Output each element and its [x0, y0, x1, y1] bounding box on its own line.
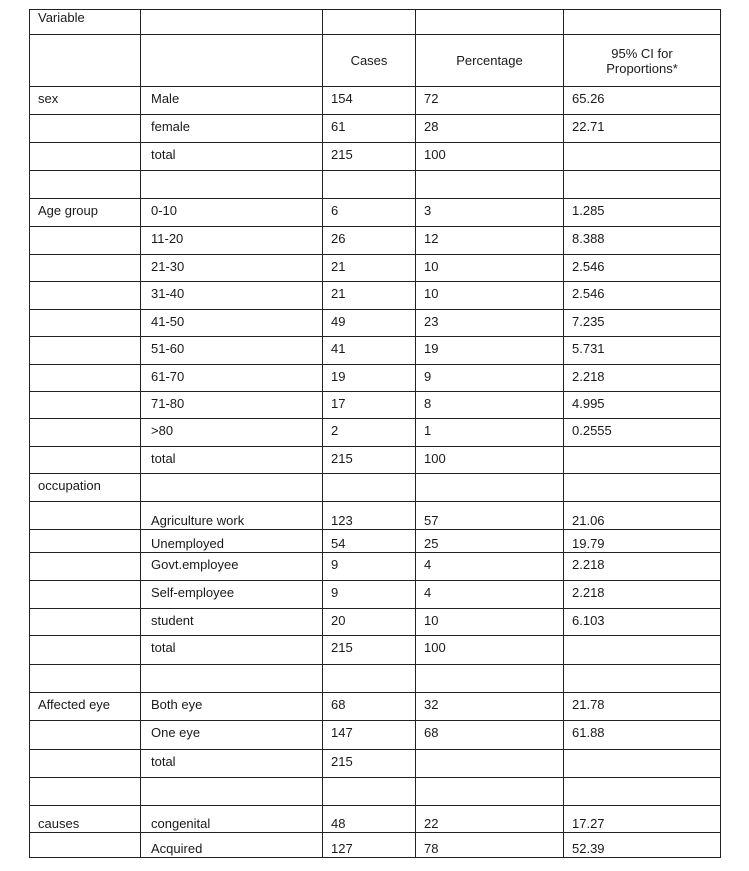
header-ci-line1: 95% CI for [611, 45, 673, 61]
variable-cell [30, 171, 141, 199]
table-row [30, 833, 721, 858]
variable-cell [30, 581, 141, 609]
level-cell: total [141, 447, 323, 474]
variable-cell [30, 310, 141, 337]
percentage-cell: 12 [416, 227, 564, 255]
percentage-cell: 32 [416, 693, 564, 721]
table-row [30, 392, 721, 419]
variable-cell [30, 609, 141, 636]
ci-cell: 61.88 [564, 721, 721, 750]
level-cell: 41-50 [141, 310, 323, 337]
level-cell: One eye [141, 721, 323, 750]
percentage-cell: 4 [416, 581, 564, 609]
variable-cell [30, 255, 141, 282]
level-cell: student [141, 609, 323, 636]
cases-cell: 215 [323, 447, 416, 474]
level-cell: female [141, 115, 323, 143]
ci-cell: 2.218 [564, 581, 721, 609]
percentage-cell: 25 [416, 530, 564, 553]
level-cell: Govt.employee [141, 553, 323, 581]
ci-cell: 1.285 [564, 199, 721, 227]
variable-cell: Affected eye [30, 693, 141, 721]
header-blank [141, 35, 323, 87]
percentage-cell: 10 [416, 282, 564, 310]
percentage-cell: 57 [416, 502, 564, 530]
percentage-cell [416, 778, 564, 806]
percentage-cell: 19 [416, 337, 564, 365]
header-ci-line2: Proportions* [606, 60, 678, 76]
ci-cell: 5.731 [564, 337, 721, 365]
level-cell: total [141, 750, 323, 778]
variable-cell [30, 636, 141, 665]
cases-cell: 48 [323, 806, 416, 833]
level-cell: Self-employee [141, 581, 323, 609]
header-variable: Variable [30, 10, 141, 35]
variable-cell [30, 778, 141, 806]
cases-cell: 127 [323, 833, 416, 858]
table-row [30, 87, 721, 115]
cases-cell: 19 [323, 365, 416, 392]
header-blank [416, 10, 564, 35]
variable-cell [30, 553, 141, 581]
header-percentage: Percentage [416, 35, 564, 87]
cases-cell: 41 [323, 337, 416, 365]
level-cell: total [141, 636, 323, 665]
level-cell: congenital [141, 806, 323, 833]
cases-cell: 49 [323, 310, 416, 337]
table-row [30, 581, 721, 609]
ci-cell [564, 474, 721, 502]
table-row [30, 609, 721, 636]
level-cell [141, 778, 323, 806]
variable-cell [30, 665, 141, 693]
ci-cell: 22.71 [564, 115, 721, 143]
table-row [30, 365, 721, 392]
table-row [30, 750, 721, 778]
level-cell: 11-20 [141, 227, 323, 255]
level-cell: 31-40 [141, 282, 323, 310]
ci-cell [564, 143, 721, 171]
cases-cell: 9 [323, 553, 416, 581]
ci-cell: 7.235 [564, 310, 721, 337]
percentage-cell [416, 171, 564, 199]
cases-cell [323, 665, 416, 693]
table-row [30, 310, 721, 337]
ci-cell: 52.39 [564, 833, 721, 858]
cases-cell: 215 [323, 636, 416, 665]
percentage-cell: 68 [416, 721, 564, 750]
percentage-cell: 100 [416, 636, 564, 665]
variable-cell [30, 115, 141, 143]
header-ci [564, 35, 721, 87]
variable-cell [30, 143, 141, 171]
variable-cell [30, 750, 141, 778]
variable-cell [30, 530, 141, 553]
variable-cell [30, 337, 141, 365]
cases-cell: 54 [323, 530, 416, 553]
level-cell: Unemployed [141, 530, 323, 553]
table-row [30, 553, 721, 581]
variable-cell [30, 282, 141, 310]
header-blank [323, 10, 416, 35]
percentage-cell: 9 [416, 365, 564, 392]
level-cell: total [141, 143, 323, 171]
level-cell [141, 665, 323, 693]
ci-cell: 0.2555 [564, 419, 721, 447]
cases-cell: 215 [323, 143, 416, 171]
percentage-cell: 10 [416, 609, 564, 636]
variable-cell [30, 447, 141, 474]
ci-cell: 2.218 [564, 553, 721, 581]
table-row [30, 665, 721, 693]
table-row [30, 199, 721, 227]
table-row [30, 337, 721, 365]
table-row [30, 636, 721, 665]
cases-cell [323, 474, 416, 502]
header-blank [141, 10, 323, 35]
cases-cell: 2 [323, 419, 416, 447]
cases-cell: 147 [323, 721, 416, 750]
cases-cell [323, 778, 416, 806]
table-row [30, 474, 721, 502]
percentage-cell: 10 [416, 255, 564, 282]
variable-cell [30, 227, 141, 255]
table-row [30, 227, 721, 255]
variable-cell [30, 833, 141, 858]
cases-cell: 6 [323, 199, 416, 227]
variable-cell [30, 365, 141, 392]
ci-cell [564, 447, 721, 474]
table-row [30, 530, 721, 553]
variable-cell [30, 392, 141, 419]
percentage-cell: 100 [416, 447, 564, 474]
ci-cell: 6.103 [564, 609, 721, 636]
level-cell: >80 [141, 419, 323, 447]
variable-cell: causes [30, 806, 141, 833]
table-row [30, 502, 721, 530]
table-row [30, 255, 721, 282]
cases-cell: 123 [323, 502, 416, 530]
percentage-cell [416, 474, 564, 502]
ci-cell [564, 171, 721, 199]
percentage-cell: 8 [416, 392, 564, 419]
level-cell: 0-10 [141, 199, 323, 227]
percentage-cell: 1 [416, 419, 564, 447]
variable-cell: occupation [30, 474, 141, 502]
cases-cell: 20 [323, 609, 416, 636]
ci-cell: 21.06 [564, 502, 721, 530]
percentage-cell: 4 [416, 553, 564, 581]
header-row-2 [30, 35, 721, 87]
ci-cell: 17.27 [564, 806, 721, 833]
variable-cell [30, 721, 141, 750]
level-cell: 51-60 [141, 337, 323, 365]
percentage-cell [416, 665, 564, 693]
ci-cell: 8.388 [564, 227, 721, 255]
percentage-cell: 22 [416, 806, 564, 833]
level-cell [141, 474, 323, 502]
variable-cell [30, 502, 141, 530]
ci-cell: 19.79 [564, 530, 721, 553]
ci-cell [564, 750, 721, 778]
percentage-cell: 78 [416, 833, 564, 858]
cases-cell: 26 [323, 227, 416, 255]
ci-cell: 4.995 [564, 392, 721, 419]
ci-cell: 2.546 [564, 255, 721, 282]
level-cell [141, 171, 323, 199]
cases-cell: 17 [323, 392, 416, 419]
cases-cell: 9 [323, 581, 416, 609]
level-cell: 61-70 [141, 365, 323, 392]
variable-cell: Age group [30, 199, 141, 227]
header-blank [30, 35, 141, 87]
table-row [30, 721, 721, 750]
header-cases: Cases [323, 35, 416, 87]
percentage-cell: 72 [416, 87, 564, 115]
table-row [30, 778, 721, 806]
cases-cell: 21 [323, 255, 416, 282]
header-blank [564, 10, 721, 35]
ci-cell [564, 778, 721, 806]
level-cell: Both eye [141, 693, 323, 721]
cases-cell [323, 171, 416, 199]
ci-cell: 2.546 [564, 282, 721, 310]
cases-cell: 61 [323, 115, 416, 143]
ci-cell [564, 636, 721, 665]
percentage-cell: 23 [416, 310, 564, 337]
table-row [30, 115, 721, 143]
table-row [30, 282, 721, 310]
percentage-cell [416, 750, 564, 778]
cases-cell: 215 [323, 750, 416, 778]
variable-cell [30, 419, 141, 447]
table-row [30, 419, 721, 447]
data-table [29, 9, 721, 858]
level-cell: Male [141, 87, 323, 115]
table-row [30, 143, 721, 171]
cases-cell: 68 [323, 693, 416, 721]
header-row-1 [30, 10, 721, 35]
ci-cell: 2.218 [564, 365, 721, 392]
ci-cell [564, 665, 721, 693]
level-cell: 21-30 [141, 255, 323, 282]
percentage-cell: 100 [416, 143, 564, 171]
level-cell: Acquired [141, 833, 323, 858]
variable-cell: sex [30, 87, 141, 115]
percentage-cell: 3 [416, 199, 564, 227]
percentage-cell: 28 [416, 115, 564, 143]
table-row [30, 171, 721, 199]
cases-cell: 154 [323, 87, 416, 115]
level-cell: 71-80 [141, 392, 323, 419]
table-row [30, 447, 721, 474]
ci-cell: 21.78 [564, 693, 721, 721]
ci-cell: 65.26 [564, 87, 721, 115]
table-row [30, 693, 721, 721]
level-cell: Agriculture work [141, 502, 323, 530]
table-row [30, 806, 721, 833]
cases-cell: 21 [323, 282, 416, 310]
